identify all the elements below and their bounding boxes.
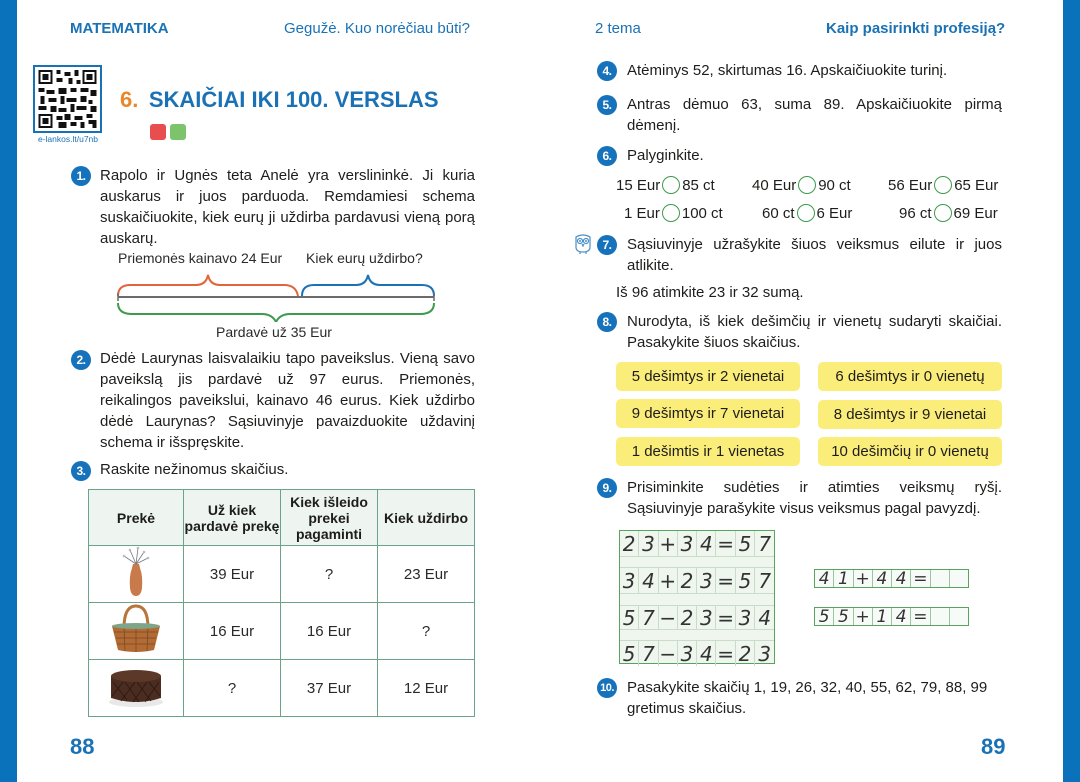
table-header: Prekė xyxy=(89,490,184,546)
table-cell: 16 Eur xyxy=(184,603,281,660)
lesson-title xyxy=(120,87,439,113)
comparison-item xyxy=(888,176,998,194)
table-header: Už kiek pardavė prekę xyxy=(184,490,281,546)
example-grid xyxy=(619,530,775,664)
comparison-right: 90 ct xyxy=(818,176,851,194)
table-cell: 12 Eur xyxy=(378,660,475,717)
comparison-circle-input[interactable] xyxy=(934,176,952,194)
table-row xyxy=(89,546,475,603)
table-cell: 39 Eur xyxy=(184,546,281,603)
cake-image xyxy=(89,660,184,717)
task-number-badge: 3. xyxy=(71,461,91,481)
qr-code-icon[interactable] xyxy=(33,65,102,133)
example-row: 3 4 + 2 3 = 5 7 xyxy=(620,568,774,593)
task-number-badge: 5. xyxy=(597,95,617,115)
table-row xyxy=(89,603,475,660)
example-row: 5 7 − 2 3 = 3 4 xyxy=(620,605,774,630)
owl-icon xyxy=(573,233,593,255)
header-question: Kaip pasirinkti profesiją? xyxy=(826,20,1006,37)
task-number-badge: 9. xyxy=(597,478,617,498)
comparison-left: 1 Eur xyxy=(624,204,660,222)
answer-cell[interactable] xyxy=(931,570,950,587)
task-7-subtext: Iš 96 atimkite 23 ir 32 sumą. xyxy=(616,284,804,301)
task-number-badge: 10. xyxy=(597,678,617,698)
profit-brace xyxy=(302,275,434,296)
comparison-item xyxy=(624,204,723,222)
total-brace xyxy=(118,303,434,322)
comparison-left: 60 ct xyxy=(762,204,795,222)
table-cell: 16 Eur xyxy=(281,603,378,660)
table-cell: ? xyxy=(281,546,378,603)
diagram-label-total: Pardavė už 35 Eur xyxy=(216,324,332,340)
tens-units-box: 1 dešimtis ir 1 vienetas xyxy=(616,437,800,466)
comparison-item xyxy=(762,204,852,222)
task-number-badge: 7. xyxy=(597,235,617,255)
answer-cell[interactable] xyxy=(931,608,950,625)
comparison-right: 85 ct xyxy=(682,176,715,194)
task-10-text: Pasakykite skaičių 1, 19, 26, 32, 40, 55, 62, 79, 88, 99 gretimus skaičius. xyxy=(627,679,988,717)
task-3-text: Raskite nežinomus skaičius. xyxy=(100,461,289,478)
table-header: Kiek uždirbo xyxy=(378,490,475,546)
tens-units-box: 6 dešimtys ir 0 vienetų xyxy=(818,362,1002,391)
page-number-right: 89 xyxy=(981,734,1006,759)
comparison-left: 96 ct xyxy=(899,204,932,222)
comparison-circle-input[interactable] xyxy=(662,176,680,194)
goods-table xyxy=(88,489,475,717)
comparison-item xyxy=(616,176,715,194)
table-row xyxy=(89,660,475,717)
difficulty-green-square-icon xyxy=(170,124,186,140)
task-5-text: Antras dėmuo 63, suma 89. Apskaičiuokite pirmą dėmenį. xyxy=(627,96,1002,134)
vase-image xyxy=(89,546,184,603)
diagram-label-profit: Kiek eurų uždirbo? xyxy=(306,250,423,266)
task-2-text: Dėdė Laurynas laisvalaikiu tapo paveikslus. Vieną savo paveikslą jis pardavė už 97 eurus. Priemonės, reikalingos paveikslui, kainavo 46 eurus. Kiek uždirbo dėdė Laurynas? Sąsiuvinyje pavaizduokite uždavinį schema ir išspręskite. xyxy=(100,350,475,451)
task-number-badge: 4. xyxy=(597,61,617,81)
table-cell: ? xyxy=(184,660,281,717)
comparison-left: 40 Eur xyxy=(752,176,797,194)
segment-diagram xyxy=(112,270,468,322)
answer-cell[interactable] xyxy=(950,570,968,587)
table-cell: 37 Eur xyxy=(281,660,378,717)
comparison-circle-input[interactable] xyxy=(934,204,952,222)
task-6-text: Palyginkite. xyxy=(627,147,704,164)
comparison-left: 56 Eur xyxy=(888,176,933,194)
comparison-circle-input[interactable] xyxy=(662,204,680,222)
task-8-text: Nurodyta, iš kiek dešimčių ir vienetų sudaryti skaičiai. Pasakykite šiuos skaičius. xyxy=(627,313,1002,351)
table-cell: ? xyxy=(378,603,475,660)
header-topic: 2 tema xyxy=(595,20,641,37)
comparison-right: 6 Eur xyxy=(816,204,853,222)
header-subject: MATEMATIKA xyxy=(70,20,169,37)
cost-brace xyxy=(118,275,298,296)
exercise-grid: 4 1 + 4 4 = xyxy=(814,569,969,588)
task-9-text: Prisiminkite sudėties ir atimties veiksmų ryšį. Sąsiuvinyje parašykite visus veiksmus pagal pavyzdį. xyxy=(627,479,1002,517)
task-4-text: Atėminys 52, skirtumas 16. Apskaičiuokite turinį. xyxy=(627,62,948,79)
comparison-circle-input[interactable] xyxy=(798,176,816,194)
task-number-badge: 2. xyxy=(71,350,91,370)
example-row: 2 3 + 3 4 = 5 7 xyxy=(620,531,774,556)
task-number-badge: 8. xyxy=(597,312,617,332)
basket-image xyxy=(89,603,184,660)
task-number-badge: 1. xyxy=(71,166,91,186)
example-row: 5 7 − 3 4 = 2 3 xyxy=(620,641,774,666)
comparison-right: 65 Eur xyxy=(954,176,999,194)
answer-cell[interactable] xyxy=(950,608,968,625)
page-number-left: 88 xyxy=(70,734,95,759)
task-1-text: Rapolo ir Ugnės teta Anelė yra verslininkė. Ji kuria auskarus ir juos parduoda. Remdamiesi schema suskaičiuokite, kiek eurų ji uždirba pardavusi vieną porą auskarų. xyxy=(100,167,475,247)
task-7-text: Sąsiuvinyje užrašykite šiuos veiksmus eilute ir juos atlikite. xyxy=(627,236,1002,274)
qr-link-text[interactable]: e-lankos.lt/u7nb xyxy=(37,134,98,144)
comparison-left: 15 Eur xyxy=(616,176,661,194)
diagram-label-cost: Priemonės kainavo 24 Eur xyxy=(118,250,283,266)
tens-units-box: 8 dešimtys ir 9 vienetai xyxy=(818,400,1002,429)
tens-units-box: 9 dešimtys ir 7 vienetai xyxy=(616,399,800,428)
table-header: Kiek išleido prekei pagaminti xyxy=(281,490,378,546)
comparison-item xyxy=(752,176,851,194)
difficulty-red-square-icon xyxy=(150,124,166,140)
comparison-right: 100 ct xyxy=(681,204,723,222)
lesson-title-text: SKAIČIAI IKI 100. VERSLAS xyxy=(148,87,439,112)
comparison-right: 69 Eur xyxy=(953,204,998,222)
header-month: Gegužė. Kuo norėčiau būti? xyxy=(284,20,470,37)
comparison-circle-input[interactable] xyxy=(797,204,815,222)
right-page-edge-bar xyxy=(1063,0,1080,782)
comparison-item xyxy=(899,204,998,222)
lesson-number: 6. xyxy=(120,87,139,112)
left-page-edge-bar xyxy=(0,0,17,782)
tens-units-box: 10 dešimčių ir 0 vienetų xyxy=(818,437,1002,466)
exercise-grid: 5 5 + 1 4 = xyxy=(814,607,969,626)
tens-units-box: 5 dešimtys ir 2 vienetai xyxy=(616,362,800,391)
table-cell: 23 Eur xyxy=(378,546,475,603)
task-number-badge: 6. xyxy=(597,146,617,166)
